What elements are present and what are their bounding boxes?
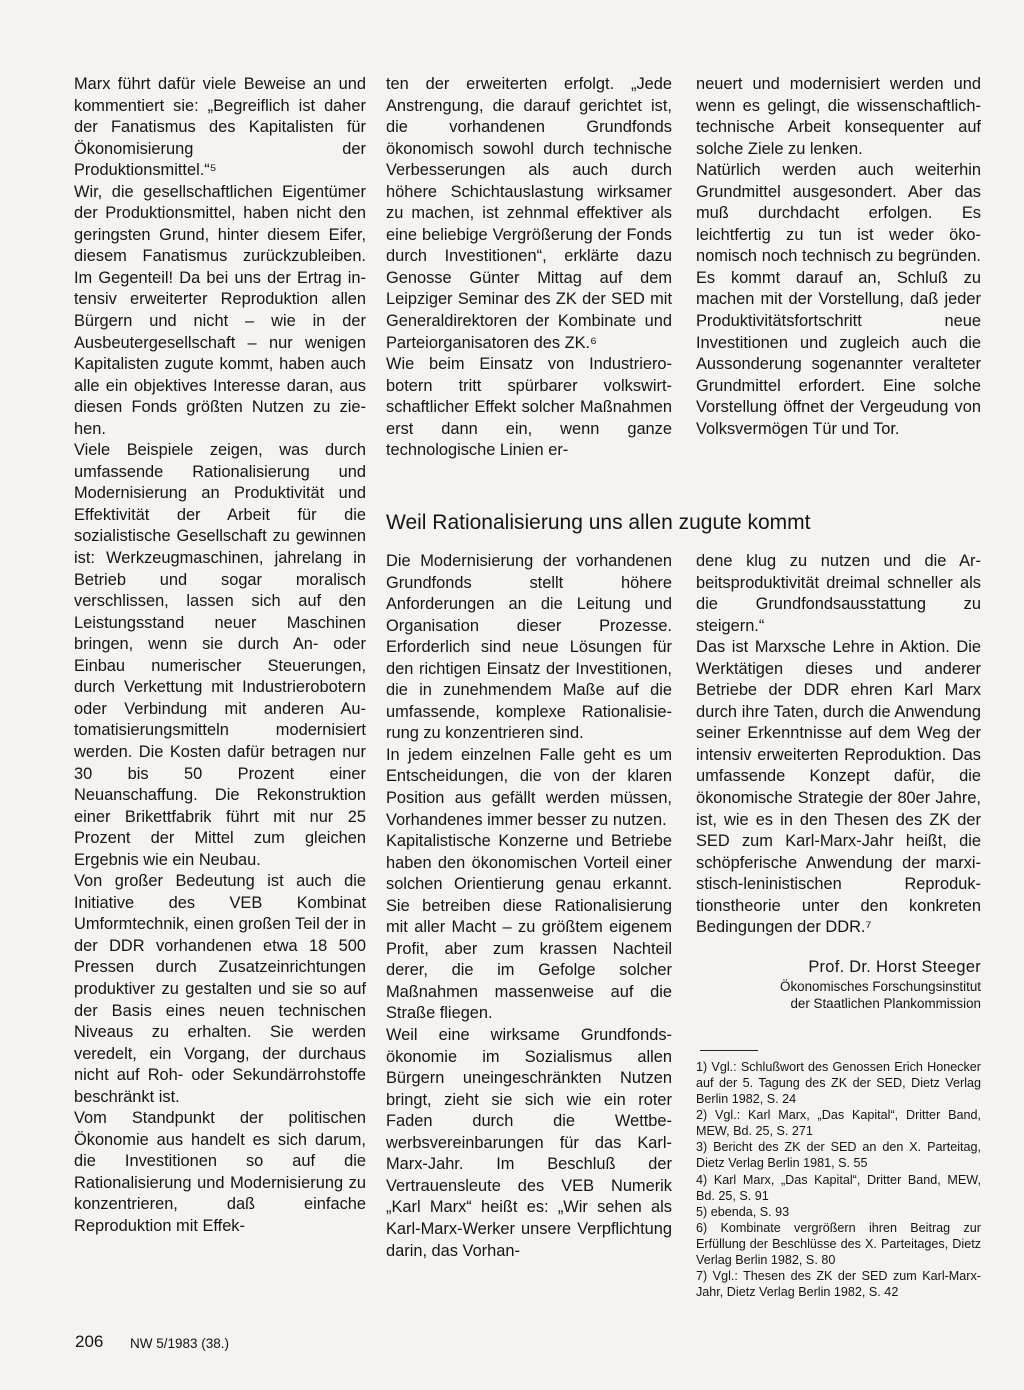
footnote: 2) Vgl.: Karl Marx, „Das Kapital“, Dritter Band, MEW, Bd. 25, S. 271 — [696, 1108, 981, 1139]
footnote: 4) Karl Marx, „Das Kapital“, Dritter Band, MEW, Bd. 25, S. 91 — [696, 1172, 981, 1203]
paragraph: Wir, die gesellschaftlichen Eigentümer der Produktionsmittel, haben nicht den geringsten Grund, hinter diesem Eifer, diesem Fanatismus zurückzubleiben. Im Gegenteil! Da bei uns der Ertrag intensiv erweiterter Reproduktion allen Bürgern und nicht – wie in der Ausbeutergesellschaft – nur wenigen Kapitalisten zugute kommt, haben auch alle ein objektives Interesse daran, aus diesen Fonds größten Nutzen zu ziehen. — [74, 182, 366, 438]
paragraph: neuert und modernisiert werden und wenn es gelingt, die wissenschaftlich-technische Arbeit konsequenter auf solche Ziele zu lenken. — [696, 75, 981, 158]
paragraph: Weil eine wirksame Grundfondsökonomie im Sozialismus allen Bürgern uneingeschränkten Nutzen bringt, zieht sie sich wie ein roter Faden durch die Wettbewerbsvereinbarungen für das Karl-Marx-Jahr. Im Beschluß der Vertrauensleute des VEB Numerik „Karl Marx“ heißt es: „Wir sehen als Karl-Marx-Werker unsere Verpflichtung darin, das Vorhan- — [386, 1026, 672, 1260]
paragraph: Kapitalistische Konzerne und Betriebe haben den ökonomischen Vorteil einer solchen Orientierung genau erkannt. Sie betreiben diese Rationalisierung mit aller Macht – zu größtem eigenem Profit, aber zum krassen Nachteil derer, die im Gefolge solcher Maßnahmen massenweise auf die Straße fliegen. — [386, 832, 672, 1023]
paragraph: Natürlich werden auch weiterhin Grundmittel ausgesondert. Aber das muß durchdacht erfolgen. Es leichtfertig zu tun ist weder ökonomisch noch technisch zu begründen. Es kommt darauf an, Schluß zu machen mit der Vorstellung, daß jeder Produktivitätsfortschritt neue Investitionen und zugleich auch die Aussonderung sogenannter veralteter Grundmittel erfordert. Eine solche Vorstellung öffnet der Vergeudung von Volksvermögen Tür und Tor. — [696, 161, 981, 438]
text-column-3 — [696, 74, 981, 440]
paragraph: Wie beim Einsatz von Industrierobotern tritt spürbarer volkswirtschaftlicher Effekt solcher Maßnahmen erst dann ein, wenn ganze technologische Linien er- — [386, 355, 672, 460]
text-column-4 — [386, 551, 672, 1262]
paragraph: Marx führt dafür viele Beweise an und kommentiert sie: „Begreiflich ist daher der Fanatismus des Kapitalisten für Ökonomisierung der Produktionsmittel.“⁵ — [74, 75, 366, 180]
journal-reference: NW 5/1983 (38.) — [130, 1336, 230, 1351]
footnote: 7) Vgl.: Thesen des ZK der SED zum Karl-Marx-Jahr, Dietz Verlag Berlin 1982, S. 42 — [696, 1269, 981, 1300]
section-heading: Weil Rationalisierung uns allen zugute kommt — [386, 511, 811, 534]
text-column-5 — [696, 551, 981, 1300]
footnote: 1) Vgl.: Schlußwort des Genossen Erich Honecker auf der 5. Tagung des ZK der SED, Dietz Verlag Berlin 1982, S. 24 — [696, 1059, 981, 1107]
text-column-2 — [386, 74, 672, 462]
paragraph: Viele Beispiele zeigen, was durch umfassende Rationalisierung und Modernisierung an Produktivität und Effektivität der Arbeit für die sozialistische Gesellschaft zu gewinnen ist: Werkzeugmaschinen, jahrelang in Betrieb und sogar moralisch verschlissen, lassen sich auf den Leistungsstand neuer Maschinen bringen, wenn sie durch An- oder Einbau numerischer Steuerungen, durch Verkettung mit Industrierobotern oder Verbindung mit anderen Automatisierungsmitteln modernisiert werden. Die Kosten dafür betragen nur 30 bis 50 Prozent einer Neuanschaffung. Die Rekonstruktion einer Brikettfabrik führt mit nur 25 Prozent der Mittel zum gleichen Ergebnis wie ein Neubau. — [74, 441, 366, 869]
author-institution: Ökonomisches Forschungsinstitut — [780, 978, 981, 994]
author-signature — [696, 957, 981, 1012]
author-institution: der Staatlichen Plankommission — [790, 995, 981, 1011]
footnote: 6) Kombinate vergrößern ihren Beitrag zur Erfüllung der Beschlüsse des X. Parteitages, Dietz Verlag Berlin 1982, S. 80 — [696, 1220, 981, 1267]
paragraph: Vom Standpunkt der politischen Ökonomie aus handelt es sich darum, die Investitionen so auf die Rationalisierung und Modernisierung zu konzentrieren, daß einfache Reproduktion mit Effek- — [74, 1109, 366, 1235]
footnote: 5) ebenda, S. 93 — [696, 1204, 790, 1219]
paragraph: In jedem einzelnen Falle geht es um Entscheidungen, die von der klaren Position aus gefällt werden müssen, Vorhandenes immer besser zu nutzen. — [386, 745, 672, 829]
footnote-divider — [700, 1050, 758, 1051]
footnote: 3) Bericht des ZK der SED an den X. Parteitag, Dietz Verlag Berlin 1981, S. 55 — [696, 1140, 981, 1171]
paragraph: ten der erweiterten erfolgt. „Jede Anstrengung, die darauf gerichtet ist, die vorhandenen Grundfonds ökonomisch sowohl durch technische Verbesserungen als auch durch höhere Schichtauslastung wirksamer zu machen, ist zehnmal effektiver als eine beliebige Vergrößerung der Fonds durch Investitionen“, erklärte dazu Genosse Günter Mittag auf dem Leipziger Seminar des ZK der SED mit Generaldirektoren der Kombinate und Parteiorganisatoren des ZK.⁶ — [386, 75, 672, 352]
paragraph: dene klug zu nutzen und die Arbeitsproduktivität dreimal schneller als die Grundfondsausstattung zu steigern.“ — [696, 552, 981, 635]
paragraph: Von großer Bedeutung ist auch die Initiative des VEB Kombinat Umformtechnik, einen großen Teil der in der DDR vorhandenen etwa 18 500 Pressen durch Zusatzeinrichtungen produktiver zu gestalten und sie so auf der Basis eines neuen technischen Niveaus zu erhalten. Sie werden veredelt, ein Vorgang, der durchaus nicht auf Roh- oder Sekundärrohstoffe beschränkt ist. — [74, 872, 366, 1106]
footnotes — [696, 1059, 981, 1300]
page-number: 206 — [75, 1332, 104, 1351]
paragraph: Die Modernisierung der vorhandenen Grundfonds stellt höhere Anforderungen an die Leitung und Organisation dieser Prozesse. Erforderlich sind neue Lösungen für den richtigen Einsatz der Investitionen, die in zunehmendem Maße auf die umfassende, komplexe Rationalisierung zu konzentrieren sind. — [386, 552, 672, 743]
author-name: Prof. Dr. Horst Steeger — [808, 957, 981, 976]
paragraph: Das ist Marxsche Lehre in Aktion. Die Werktätigen dieses und anderer Betriebe der DDR ehren Karl Marx durch ihre Taten, durch die Anwendung seiner Erkenntnisse auf dem Weg der intensiv erweiterten Reproduktion. Das umfassende Konzept dafür, die ökonomische Strategie der 80er Jahre, ist, wie es in den Thesen des ZK der SED zum Karl-Marx-Jahr heißt, die schöpferische Anwendung der marxistisch-leninistischen Reproduktionstheorie unter den konkreten Bedingungen der DDR.⁷ — [696, 638, 981, 937]
text-column-1 — [74, 74, 366, 1238]
